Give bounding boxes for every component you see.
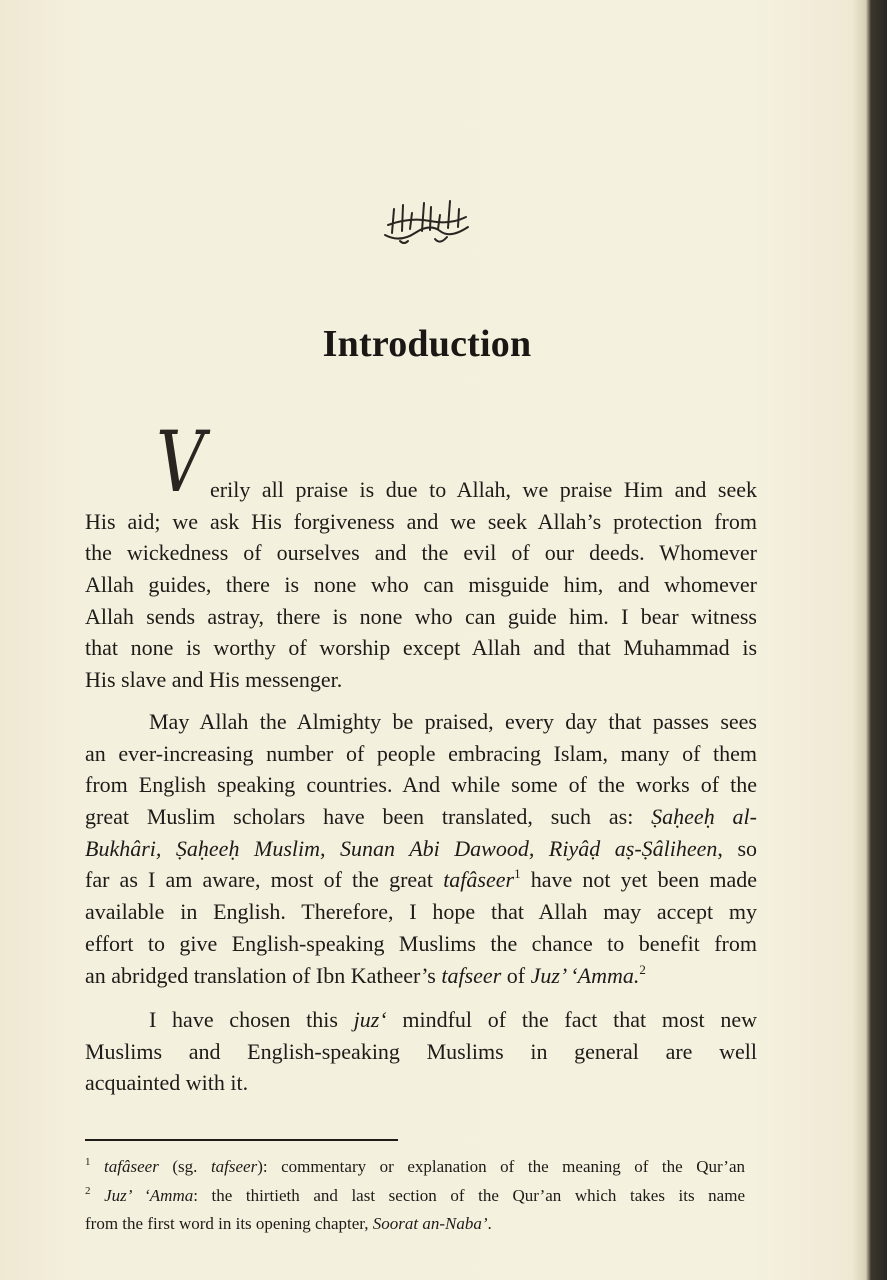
text-line — [85, 738, 757, 770]
text-line — [85, 896, 757, 928]
paragraph-1 — [85, 474, 757, 696]
text-line — [85, 928, 757, 960]
text-segment: Juz’ ‘Amma. — [530, 962, 640, 988]
text-segment: acquainted with it. — [85, 1070, 249, 1096]
text-line — [85, 537, 757, 569]
text-segment: , so — [717, 835, 758, 861]
text-segment: Allah sends astray, there is none who can guide him. I bear witness — [85, 603, 757, 629]
footnote-ref: 2 — [639, 961, 646, 977]
text-segment: Juz’ ‘Amma — [104, 1185, 194, 1205]
text-segment: erily all praise is due to Allah, we praise Him and seek — [210, 477, 757, 502]
text-segment: of — [501, 962, 531, 988]
text-segment: tafâseer — [443, 867, 515, 893]
text-segment: an ever-increasing number of people embracing Islam, many of them — [85, 740, 757, 766]
text-line — [85, 506, 757, 538]
text-segment: juz‘ — [353, 1007, 387, 1032]
text-segment: I have chosen this — [149, 1007, 354, 1032]
paragraph-3 — [85, 1004, 757, 1099]
text-segment: Allah guides, there is none who can misguide him, and whomever — [85, 572, 757, 598]
text-segment: Muslims and English-speaking Muslims in general are well — [85, 1038, 757, 1064]
text-segment: . — [487, 1214, 492, 1233]
footnote-divider — [85, 1139, 398, 1141]
text-line — [85, 706, 757, 738]
drop-cap: V — [156, 413, 205, 511]
text-segment: tafseer — [441, 962, 502, 988]
text-segment: ): commentary or explanation of the meaning of the Qur’an — [257, 1157, 746, 1176]
text-segment: Bukhâri, Ṣaḥeeḥ Muslim, Sunan Abi Dawood, Riyâḍ aṣ-Ṣâliheen — [85, 835, 718, 861]
footnotes — [85, 1153, 745, 1239]
page-title: Introduction — [322, 323, 532, 365]
text-line — [85, 833, 757, 865]
text-line — [85, 1153, 745, 1182]
text-segment: tafâseer — [104, 1157, 159, 1176]
text-segment: tafseer — [210, 1157, 258, 1176]
footnote-ref: 1 — [514, 866, 521, 882]
text-line — [85, 801, 757, 833]
text-line — [85, 1067, 757, 1099]
text-segment: mindful of the fact that most new — [386, 1007, 758, 1032]
text-line — [85, 569, 757, 601]
text-segment: from the first word in its opening chapter, — [85, 1214, 373, 1233]
text-segment: available in English. Therefore, I hope that Allah may accept my — [85, 899, 757, 925]
text-line — [85, 960, 757, 992]
text-line — [85, 664, 757, 696]
text-segment: the wickedness of ourselves and the evil of our deeds. Whomever — [85, 540, 757, 566]
text-line — [85, 864, 757, 896]
text-line — [85, 1210, 745, 1239]
text-segment: Ṣaḥeeḥ al- — [651, 804, 757, 830]
text-line — [85, 769, 757, 801]
text-line — [85, 601, 757, 633]
paragraph-2 — [85, 706, 757, 991]
text-segment: : the thirtieth and last section of the Qur’an which takes its name — [193, 1185, 745, 1205]
text-segment: far as I am aware, most of the great — [85, 867, 444, 893]
text-segment: from English speaking countries. And while some of the works of the — [85, 772, 757, 798]
text-segment: have not yet been made — [520, 867, 757, 893]
footnote-ref: 2 — [85, 1184, 91, 1197]
text-segment: Soorat an-Naba’ — [372, 1214, 488, 1233]
text-segment: May Allah the Almighty be praised, every day that passes sees — [149, 709, 757, 734]
text-segment — [91, 1186, 105, 1205]
text-segment: (sg. — [158, 1157, 211, 1176]
text-line — [85, 1182, 745, 1211]
text-line — [210, 474, 757, 506]
text-line — [85, 632, 757, 664]
bismillah-calligraphy-icon — [380, 195, 475, 250]
text-line — [85, 1004, 757, 1036]
footnote-ref: 1 — [85, 1156, 91, 1168]
text-line — [85, 1036, 757, 1068]
text-segment: great Muslim scholars have been translated, such as: — [85, 804, 652, 830]
text-segment: His aid; we ask His forgiveness and we seek Allah’s protection from — [85, 508, 757, 534]
text-segment — [91, 1157, 105, 1176]
text-segment: His slave and His messenger. — [85, 667, 343, 693]
text-segment: effort to give English-speaking Muslims the chance to benefit from — [85, 930, 757, 956]
text-segment: that none is worthy of worship except Allah and that Muhammad is — [85, 635, 757, 661]
text-segment: an abridged translation of Ibn Katheer’s — [85, 962, 442, 988]
